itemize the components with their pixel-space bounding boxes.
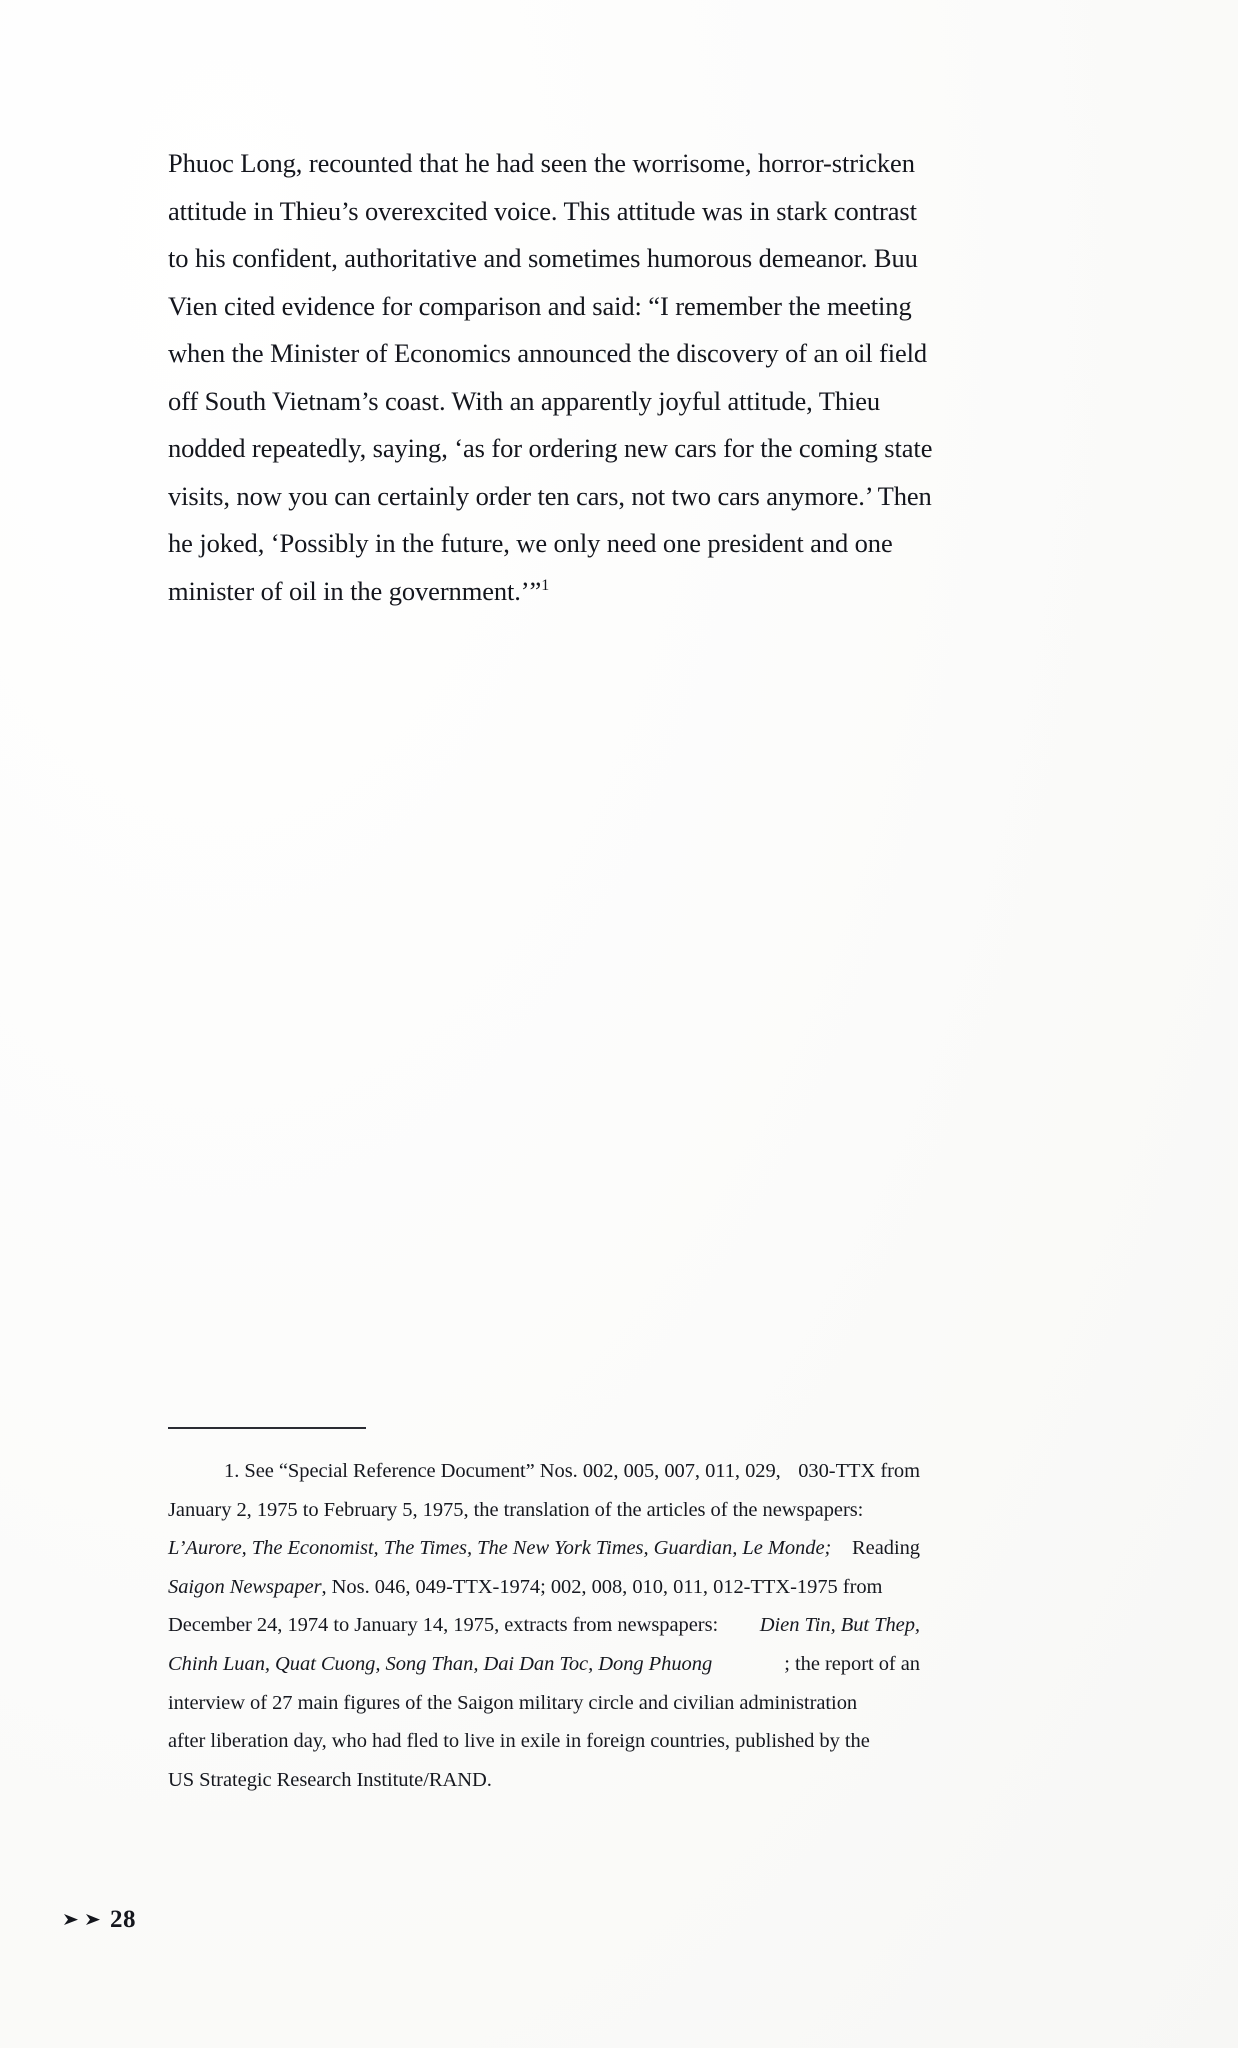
body-line-last (168, 568, 920, 616)
footnote-line (168, 1722, 920, 1761)
footnote-line-text: interview of 27 main figures of the Saigon military circle and civilian administration (168, 1691, 858, 1714)
footnote-line-text: January 2, 1975 to February 5, 1975, the translation of the articles of the newspapers: (168, 1498, 864, 1521)
body-line-text: nodded repeatedly, saying, ‘as for ordering new cars for the coming state (168, 433, 933, 463)
body-line (168, 473, 932, 521)
footnote-line (168, 1529, 920, 1568)
body-line-text: attitude in Thieu’s overexcited voice. This attitude was in stark contrast (168, 195, 917, 226)
body-line (168, 188, 920, 236)
body-line-text: when the Minister of Economics announced the discovery of an oil field (168, 338, 928, 368)
page-folio (62, 1906, 136, 1934)
body-line-text: Vien cited evidence for comparison and said: “I remember the meeting (168, 290, 912, 321)
footnote-line (168, 1606, 920, 1645)
footnote-line-text: US Strategic Research Institute/RAND. (168, 1768, 492, 1791)
body-line-text: visits, now you can certainly order ten cars, not two cars anymore.’ Then (168, 480, 932, 511)
footnote-line-text: Reading (852, 1537, 920, 1560)
footnote-separator-rule (168, 1427, 366, 1429)
footnote-line (168, 1491, 920, 1530)
footnote-line (168, 1684, 920, 1723)
body-line (168, 283, 920, 331)
page-content (168, 0, 933, 2048)
body-line (168, 140, 920, 188)
chevron-right-icon (84, 1911, 104, 1929)
footnote-line (168, 1452, 920, 1491)
footnote-line-text: , Nos. 046, 049-TTX-1974; 002, 008, 010, 011, 012-TTX-1975 from (321, 1575, 883, 1598)
footnote-line-text: 1. See “Special Reference Document” Nos. 002, 005, 007, 011, 029, (224, 1460, 781, 1482)
footnote-line-text: ; the report of an (784, 1652, 920, 1675)
footnote-line-text: 030-TTX from (798, 1460, 920, 1482)
body-line (168, 378, 920, 426)
body-line-text: minister of oil in the government.’” (168, 575, 542, 606)
body-line-text: Phuoc Long, recounted that he had seen the worrisome, horror-stricken (168, 148, 915, 178)
footnote-line (168, 1645, 920, 1684)
page-number: 28 (110, 1906, 136, 1933)
footnote-line-last (168, 1761, 920, 1800)
footnote-reference-marker[interactable]: 1 (541, 576, 550, 594)
footnote-line (168, 1568, 920, 1607)
footnote-block (168, 1452, 920, 1799)
body-line (168, 330, 928, 378)
body-line-text: he joked, ‘Possibly in the future, we only need one president and one (168, 528, 893, 558)
footnote-line-italic-titles: Chinh Luan, Quat Cuong, Song Than, Dai Dan Toc, Dong Phuong (168, 1652, 713, 1675)
footnote-line-italic-titles: Saigon Newspaper (168, 1575, 322, 1598)
footnote-line-italic-titles: Dien Tin, But Thep, (759, 1614, 920, 1637)
footnote-line-text: after liberation day, who had fled to live in exile in foreign countries, published by the (168, 1730, 870, 1753)
body-line-text: off South Vietnam’s coast. With an apparently joyful attitude, Thieu (168, 385, 881, 416)
body-line (168, 235, 920, 283)
body-line-text: to his confident, authoritative and sometimes humorous demeanor. Buu (168, 243, 918, 273)
body-line (168, 425, 933, 473)
footnote-line-text: December 24, 1974 to January 14, 1975, extracts from newspapers: (168, 1614, 724, 1637)
body-line (168, 520, 920, 568)
footnote-line-italic-titles: L’Aurore, The Economist, The Times, The New York Times, Guardian, Le Monde; (168, 1537, 832, 1560)
chevron-right-icon (62, 1911, 82, 1929)
body-paragraph (168, 140, 933, 615)
